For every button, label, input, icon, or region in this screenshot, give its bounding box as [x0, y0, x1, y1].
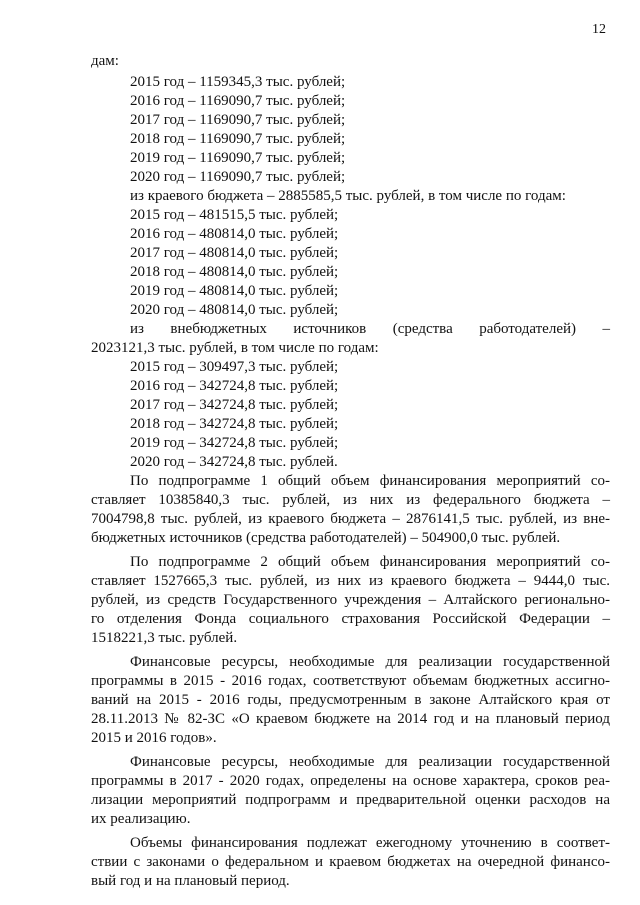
text-line: 7004798,8 тыс. рублей, из краевого бюджета – 2876141,5 тыс. рублей, из вне-	[91, 511, 610, 527]
text-line: ставляет 10385840,3 тыс. рублей, из них из федерального бюджета –	[91, 492, 610, 508]
text-line: лизации мероприятий подпрограмм и предварительной оценки расходов на	[91, 792, 610, 808]
text-line: 28.11.2013 № 82-ЗС «О краевом бюджете на 2014 год и на плановый период	[91, 711, 610, 727]
text-line: дам:	[91, 53, 119, 69]
text-line: 2015 год – 1159345,3 тыс. рублей;	[130, 74, 346, 90]
text-line: ставляет 1527665,3 тыс. рублей, из них из краевого бюджета – 9444,0 тыс.	[91, 573, 610, 589]
text-line: программы в 2015 - 2016 годах, соответствуют объемам бюджетных ассигно-	[91, 673, 610, 689]
text-line: Финансовые ресурсы, необходимые для реализации государственной	[130, 654, 610, 670]
text-line: ваний на 2015 - 2016 годы, предусмотренным в законе Алтайского края от	[91, 692, 610, 708]
text-line: 2023121,3 тыс. рублей, в том числе по годам:	[91, 340, 379, 356]
text-line: бюджетных источников (средства работодателей) – 504900,0 тыс. рублей.	[91, 530, 561, 546]
text-line: 2016 год – 480814,0 тыс. рублей;	[130, 226, 339, 242]
text-line: рублей, из средств Государственного учреждения – Алтайского регионально-	[91, 592, 610, 608]
text-line: 2018 год – 1169090,7 тыс. рублей;	[130, 131, 346, 147]
text-line: го отделения Фонда социального страхования Российской Федерации –	[91, 611, 610, 627]
text-line: 2015 год – 309497,3 тыс. рублей;	[130, 359, 339, 375]
text-line: 2020 год – 342724,8 тыс. рублей.	[130, 454, 338, 470]
text-line: 2019 год – 342724,8 тыс. рублей;	[130, 435, 339, 451]
text-line: из краевого бюджета – 2885585,5 тыс. рублей, в том числе по годам:	[130, 188, 566, 204]
text-line: 2015 и 2016 годов».	[91, 730, 217, 746]
text-line: 2017 год – 342724,8 тыс. рублей;	[130, 397, 339, 413]
text-line: 2019 год – 1169090,7 тыс. рублей;	[130, 150, 346, 166]
text-line: 1518221,3 тыс. рублей.	[91, 630, 238, 646]
text-line: их реализацию.	[91, 811, 191, 827]
text-line: 2017 год – 1169090,7 тыс. рублей;	[130, 112, 346, 128]
text-line: По подпрограмме 1 общий объем финансирования мероприятий со-	[130, 473, 610, 489]
text-line: 2018 год – 342724,8 тыс. рублей;	[130, 416, 339, 432]
text-line: из внебюджетных источников (средства работодателей) –	[130, 321, 610, 337]
text-line: вый год и на плановый период.	[91, 873, 290, 889]
text-line: 2020 год – 1169090,7 тыс. рублей;	[130, 169, 346, 185]
text-line: Финансовые ресурсы, необходимые для реализации государственной	[130, 754, 610, 770]
text-line: 2020 год – 480814,0 тыс. рублей;	[130, 302, 339, 318]
text-line: программы в 2017 - 2020 годах, определены на основе характера, сроков реа-	[91, 773, 610, 789]
text-line: 2017 год – 480814,0 тыс. рублей;	[130, 245, 339, 261]
text-line: 2015 год – 481515,5 тыс. рублей;	[130, 207, 339, 223]
text-line: По подпрограмме 2 общий объем финансирования мероприятий со-	[130, 554, 610, 570]
text-line: 2019 год – 480814,0 тыс. рублей;	[130, 283, 339, 299]
text-line: 2018 год – 480814,0 тыс. рублей;	[130, 264, 339, 280]
text-line: ствии с законами о федеральном и краевом бюджетах на очередной финансо-	[91, 854, 610, 870]
page-number: 12	[592, 22, 606, 37]
text-line: 2016 год – 342724,8 тыс. рублей;	[130, 378, 339, 394]
text-line: Объемы финансирования подлежат ежегодному уточнению в соответ-	[130, 835, 610, 851]
text-line: 2016 год – 1169090,7 тыс. рублей;	[130, 93, 346, 109]
